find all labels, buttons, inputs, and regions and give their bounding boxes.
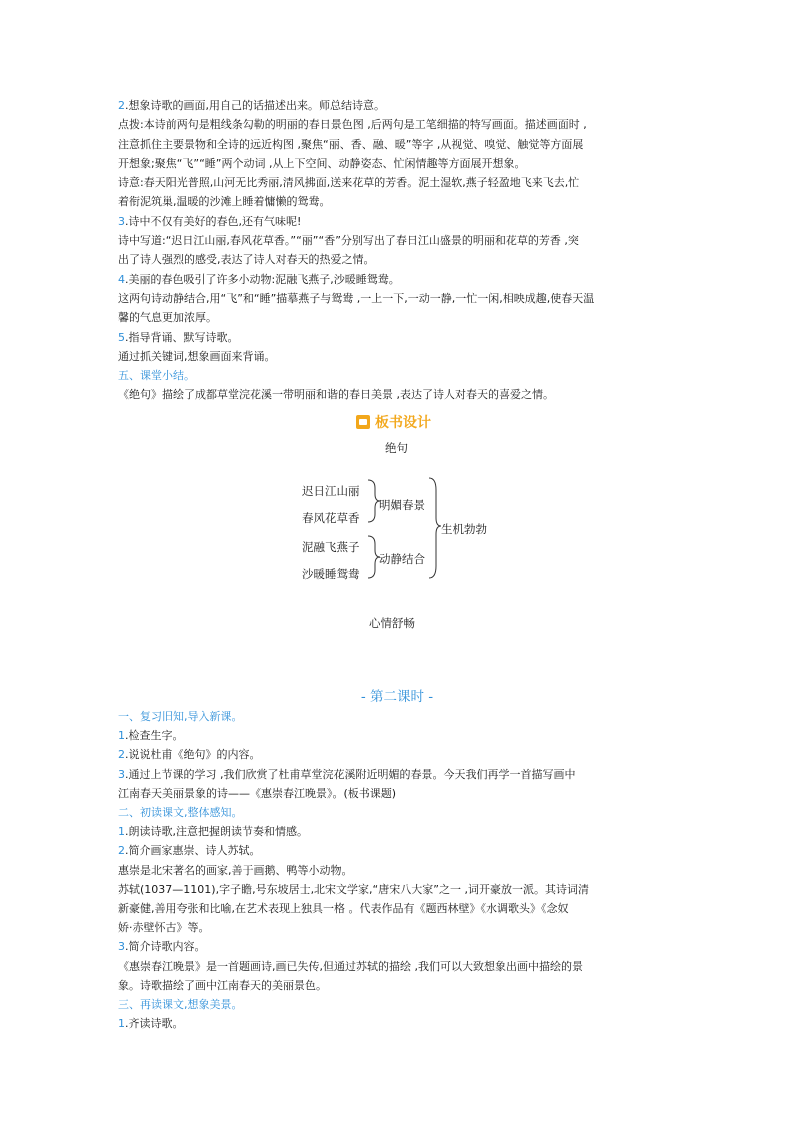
review-step-3-cont: 江南春天美丽景象的诗——《惠崇春江晚景》。(板书课题) bbox=[118, 786, 397, 800]
sushi-intro-3: 娇·赤壁怀古》等。 bbox=[118, 921, 210, 935]
step-5-line-1: 通过抓关键词,想象画面来背诵。 bbox=[118, 349, 276, 363]
tip-line-3: 开想象;聚焦“飞”“睡”两个动词 ,从上下空间、动静姿态、忙闲情趣等方面展开想象。 bbox=[118, 156, 526, 170]
lesson-two-title: - 第二课时 - bbox=[360, 689, 434, 705]
step-4-line-1: 这两句诗动静结合,用“飞”和“睡”描摹燕子与鸳鸯 ,一上一下,一动一静,一忙一闲,相映成趣,使春天温 bbox=[118, 291, 595, 305]
read-step-2: 2.简介画家惠崇、诗人苏轼。 bbox=[118, 844, 261, 858]
poem-intro-2: 象。诗歌描绘了画中江南春天的美丽景色。 bbox=[118, 978, 327, 992]
step-2: 2.想象诗歌的画面,用自己的话描述出来。师总结诗意。 bbox=[118, 99, 385, 112]
step-3-line-2: 出了诗人强烈的感受,表达了诗人对春天的热爱之情。 bbox=[118, 253, 375, 267]
tip-line-1: 点拨:本诗前两句是粗线条勾勒的明丽的春日景色图 ,后两句是工笔细描的特写画面。描述画面时 , bbox=[118, 118, 587, 132]
sushi-intro-2: 新豪健,善用夸张和比喻,在艺术表现上独具一格 。代表作品有《题西林壁》《水调歌头》《念奴 bbox=[118, 902, 569, 916]
tip-line-2: 注意抓住主要景物和全诗的远近构图 ,聚焦“丽、香、融、暖”等字 ,从视觉、嗅觉、触觉等方面展 bbox=[118, 137, 584, 151]
step-4-line-2: 馨的气息更加浓厚。 bbox=[118, 311, 217, 325]
board-mood: 心情舒畅 bbox=[369, 616, 415, 630]
review-step-3: 3.通过上节课的学习 ,我们欣赏了杜甫草堂浣花溪附近明媚的春景。今天我们再学一首描写画中 bbox=[118, 767, 576, 781]
sushi-intro-1: 苏轼(1037—1101),字子瞻,号东坡居士,北宋文学家,“唐宋八大家”之一 ,词开豪放一派。其诗词清 bbox=[118, 882, 589, 896]
step-3: 3.诗中不仅有美好的春色,还有气味呢! bbox=[118, 214, 302, 228]
board-line-4: 沙暖睡鸳鸯 bbox=[302, 567, 360, 581]
read-step-3: 3.简介诗歌内容。 bbox=[118, 940, 206, 954]
brace-1 bbox=[368, 480, 380, 522]
review-step-1: 1.检查生字。 bbox=[118, 729, 184, 743]
read-step-1: 1.朗读诗歌,注意把握朗读节奏和情感。 bbox=[118, 825, 308, 839]
step-3-line-1: 诗中写道:“迟日江山丽,春风花草香。”“丽”“香”分别写出了春日江山盛景的明丽和花草的芳香 ,突 bbox=[118, 234, 579, 248]
board-line-3: 泥融飞燕子 bbox=[302, 540, 360, 554]
lesson-two-content bbox=[118, 707, 678, 1033]
reread-step-1: 1.齐读诗歌。 bbox=[118, 1017, 184, 1031]
step-4: 4.美丽的春色吸引了许多小动物:泥融飞燕子,沙暖睡鸳鸯。 bbox=[118, 272, 400, 286]
section-two-heading: 二、初读课文,整体感知。 bbox=[118, 806, 243, 820]
meaning-line-1: 诗意:春天阳光普照,山河无比秀丽,清风拂面,送来花草的芳香。泥土湿软,燕子轻盈地飞来飞去,忙 bbox=[118, 176, 580, 190]
board-summary: 生机勃勃 bbox=[441, 522, 487, 536]
board-line-2: 春风花草香 bbox=[302, 511, 360, 525]
board-design-heading: 板书设计 bbox=[356, 412, 431, 432]
poem-intro-1: 《惠崇春江晚景》是一首题画诗,画已失传,但通过苏轼的描绘 ,我们可以大致想象出画中描绘的景 bbox=[118, 959, 583, 973]
board-group-1: 明媚春景 bbox=[379, 498, 425, 512]
section-five-heading: 五、课堂小结。 bbox=[118, 369, 195, 383]
summary-line: 《绝句》描绘了成都草堂浣花溪一带明丽和谐的春日美景 ,表达了诗人对春天的喜爱之情。 bbox=[118, 388, 554, 402]
section-three-heading: 三、再读课文,想象美景。 bbox=[118, 998, 243, 1012]
review-step-2: 2.说说杜甫《绝句》的内容。 bbox=[118, 748, 261, 762]
board-line-1: 迟日江山丽 bbox=[302, 484, 360, 498]
meaning-line-2: 着衔泥筑巢,温暖的沙滩上睡着慵懒的鸳鸯。 bbox=[118, 195, 331, 209]
brace-3 bbox=[429, 478, 441, 578]
board-group-2: 动静结合 bbox=[379, 552, 425, 566]
board-poem-title: 绝句 bbox=[385, 441, 408, 455]
brace-2 bbox=[368, 536, 380, 578]
step-5: 5.指导背诵、默写诗歌。 bbox=[118, 330, 239, 344]
huichong-intro: 惠崇是北宋著名的画家,善于画鹅、鸭等小动物。 bbox=[118, 863, 353, 877]
section-one-heading: 一、复习旧知,导入新课。 bbox=[118, 710, 243, 723]
